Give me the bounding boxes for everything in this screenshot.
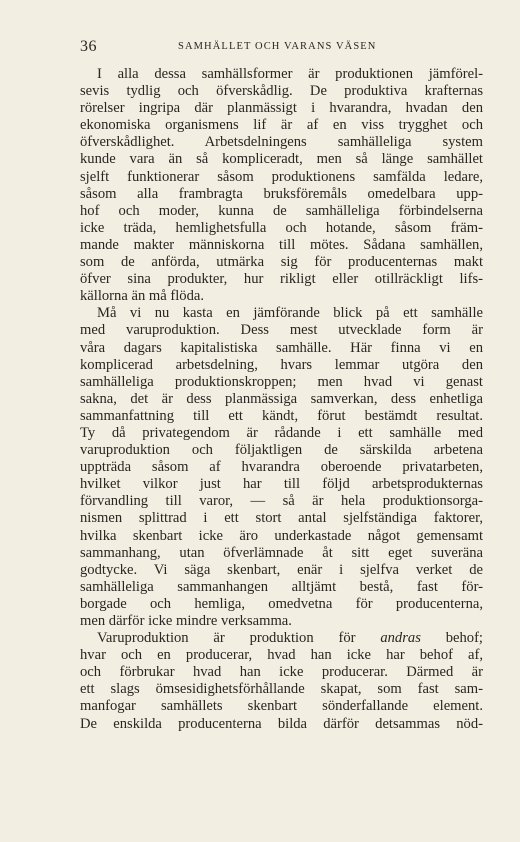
- text-line: sammanhang, utan öfverlämnade åt sitt eget suveräna: [80, 544, 483, 561]
- text-line: varuproduktion och följaktligen de särskilda arbetena: [80, 442, 483, 459]
- text-line: öfver sina produkter, hur rikligt eller otillräckligt lifs-: [80, 271, 483, 288]
- text-line: icke träda, hemlighetsfulla och hotande, såsom främ-: [80, 219, 483, 236]
- emphasized-word: andras: [380, 630, 421, 647]
- text-line: hvilket vilkor just har till följd arbetsprodukternas: [80, 476, 483, 493]
- text-line: uppträda såsom af hvarandra oberoende privatarbeten,: [80, 459, 483, 476]
- text-line: Ty då privategendom är rådande i ett samhälle med: [80, 424, 483, 441]
- text-line: och förbrukar hvad han icke producerar. Därmed är: [80, 664, 483, 681]
- text-line: sammanfattning till ett kändt, förut bestämdt resultat.: [80, 407, 483, 424]
- text-line: hvilka skenbart icke äro underkastade något gemensamt: [80, 527, 483, 544]
- text-line: som de anförda, utmärka sig för producenternas makt: [80, 254, 483, 271]
- text-line: kunde vara än så kompliceradt, men så länge samhället: [80, 151, 483, 168]
- text-line: ett slags ömsesidighetsförhållande skapat, som fast sam-: [80, 681, 483, 698]
- page-header: [80, 38, 485, 58]
- text-line: I alla dessa samhällsformer är produktionen jämförel-: [97, 66, 483, 82]
- text-line: sjelft funktionerar såsom produktionens samfälda ledare,: [80, 168, 483, 185]
- text-line: våra dagars kapitalistiska samhälle. Här finna vi en: [80, 339, 483, 356]
- text-line: nismen splittrad i ett stort antal sjelfständiga faktorer,: [80, 510, 483, 527]
- text-line: rörelser ingripa där planmässigt i hvarandra, hvadan den: [80, 100, 483, 117]
- text-line: De enskilda producenterna bilda därför detsammas nöd-: [80, 715, 483, 732]
- text-line: öfverskådlighet. Arbetsdelningens samhälleliga system: [80, 134, 483, 151]
- text-line: sevis tydlig och öfverskådlig. De produktiva krafternas: [80, 83, 483, 100]
- running-title: SAMHÄLLET OCH VARANS VÄSEN: [178, 41, 377, 52]
- page-number: 36: [80, 38, 97, 55]
- text-line: samhälleliga sammanhangen alltjämt bestå, fast för-: [80, 578, 483, 595]
- text-line: komplicerad arbetsdelning, hvars lemmar utgöra den: [80, 356, 483, 373]
- text-line: sakna, det är dess planmässiga samverkan, dess enhetliga: [80, 390, 483, 407]
- text-segment: Varuproduktion är produktion för: [97, 630, 381, 647]
- text-line: ekonomiska organismens lif är af en viss trygghet och: [80, 117, 483, 134]
- body-text: [80, 66, 483, 733]
- text-line: med varuproduktion. Dess mest utvecklade form är: [80, 322, 483, 339]
- text-line: [80, 630, 483, 647]
- text-line: hvar och en producerar, hvad han icke har behof af,: [80, 647, 483, 664]
- text-line: samhälleliga produktionskroppen; men hvad vi genast: [80, 373, 483, 390]
- text-line: manfogar samhällets skenbart sönderfallande element.: [80, 698, 483, 715]
- text-line: hof och moder, kunna de samhälleliga förbindelserna: [80, 202, 483, 219]
- text-line: källorna än må flöda.: [80, 288, 204, 305]
- text-line: godtycke. Vi säga skenbart, enär i sjelfva verket de: [80, 561, 483, 578]
- text-line: mande makter människorna till mötes. Sådana samhällen,: [80, 236, 483, 253]
- text-line: förvandling till varor, — så är hela produktionsorga-: [80, 493, 483, 510]
- text-line: borgade och hemliga, omedvetna för producenterna,: [80, 595, 483, 612]
- text-line: Må vi nu kasta en jämförande blick på ett samhälle: [97, 305, 483, 322]
- text-line: såsom alla frambragta bruksföremåls omedelbara upp-: [80, 185, 483, 202]
- text-segment: behof;: [420, 630, 483, 647]
- text-line: men därför icke mindre verksamma.: [80, 613, 292, 629]
